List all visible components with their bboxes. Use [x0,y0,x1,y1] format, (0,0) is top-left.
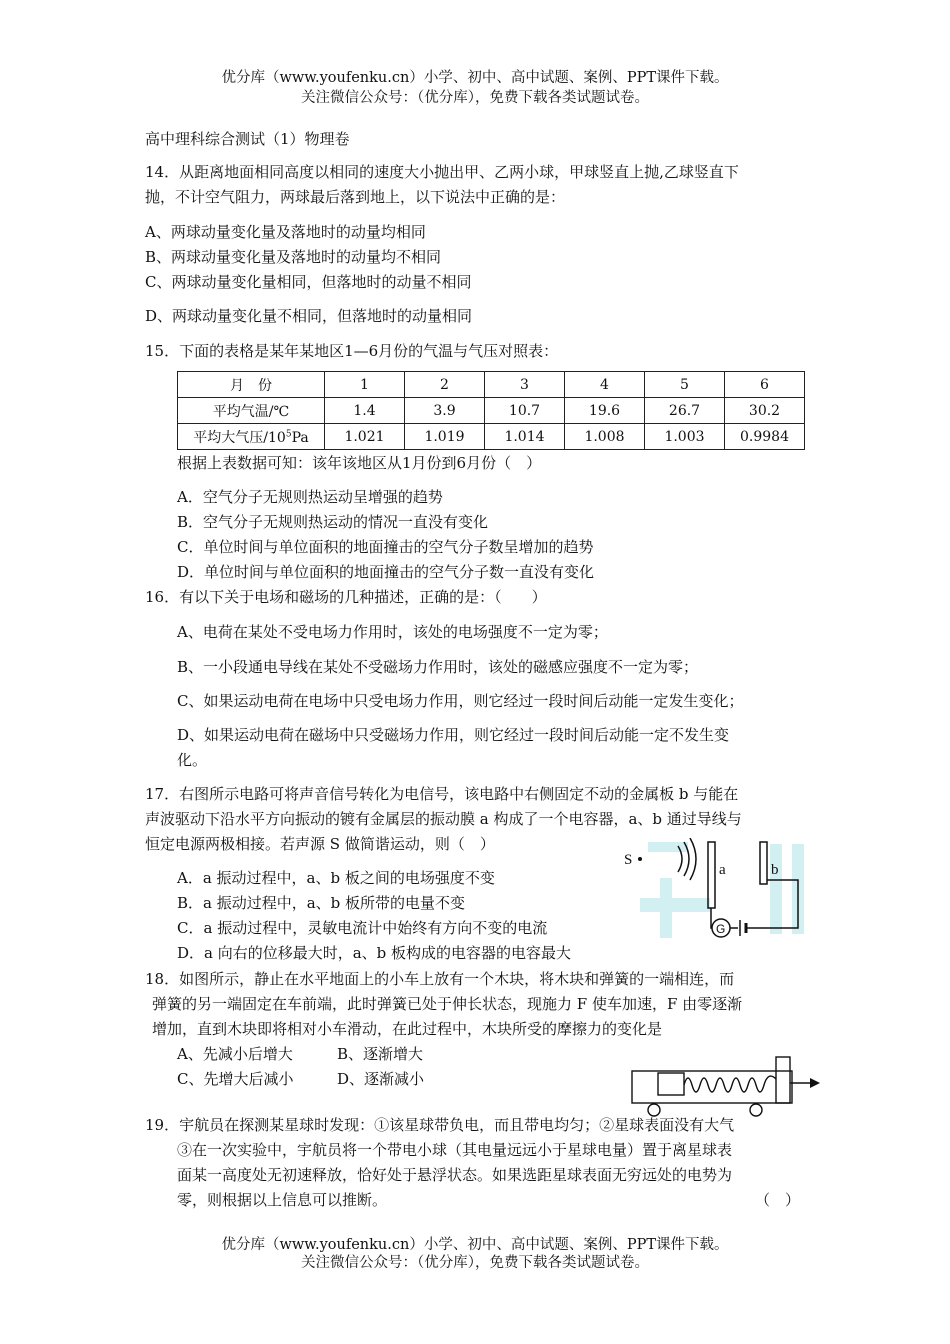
table-cell: 月 份 [178,372,325,398]
table-row [178,424,805,450]
q18-option-b: B、逐渐增大 [337,1045,424,1063]
q14-option-a: A、两球动量变化量及落地时的动量均相同 [145,223,426,241]
q17-option-d: D．a 向右的位移最大时，a、b 板构成的电容器的电容最大 [177,944,572,962]
q18-option-d: D、逐渐减小 [337,1070,425,1088]
q18-cart-diagram [628,1055,823,1117]
pressure-exponent: 5 [285,428,292,439]
footer-line-2: 关注微信公众号：（优分库），免费下载各类试题试卷。 [301,1255,649,1271]
plate-a-label: a [719,862,726,878]
table-cell: 1.014 [485,424,565,450]
table-cell: 平均气温/℃ [178,398,325,424]
header-line-1: 优分库（www.youfenku.cn）小学、初中、高中试题、案例、PPT课件下载。 [221,70,729,86]
q18-stem-line-3: 增加，直到木块即将相对小车滑动，在此过程中，木块所受的摩擦力的变化是 [152,1020,663,1038]
table-cell: 1 [325,372,405,398]
q15-option-c: C．单位时间与单位面积的地面撞击的空气分子数呈增加的趋势 [177,538,594,556]
q14-stem-line-2: 抛，不计空气阻力，两球最后落到地上，以下说法中正确的是： [145,188,566,206]
q16-option-a: A、电荷在某处不受电场力作用时，该处的电场强度不一定为零； [177,623,608,641]
climate-table [177,371,805,450]
table-cell: 6 [725,372,805,398]
pressure-label: 平均大气压/10 [193,429,286,446]
q17-stem-line-2: 声波驱动下沿水平方向振动的镀有金属层的振动膜 a 构成了一个电容器，a、b 通过导线与 [145,810,742,828]
wooden-block [658,1073,684,1095]
pressure-unit: Pa [291,429,309,446]
table-cell: 1.019 [405,424,485,450]
table-cell: 3.9 [405,398,485,424]
source-dot [638,857,642,861]
table-cell: 5 [645,372,725,398]
plate-b [760,842,767,884]
table-cell: 1.021 [325,424,405,450]
q19-stem-line-2: ③在一次实验中，宇航员将一个带电小球（其电量远远小于星球电量）置于离星球表 [177,1141,733,1159]
header-line-2: 关注微信公众号：（优分库），免费下载各类试题试卷。 [301,90,649,106]
q15-option-a: A．空气分子无规则热运动呈增强的趋势 [177,488,443,506]
q15-option-b: B．空气分子无规则热运动的情况一直没有变化 [177,513,489,531]
q16-option-c: C、如果运动电荷在电场中只受电场力作用，则它经过一段时间后动能一定发生变化； [177,692,744,710]
q17-stem-line-3: 恒定电源两极相接。若声源 S 做简谐运动，则（ ） [145,835,495,853]
page-title: 高中理科综合测试（1）物理卷 [145,130,350,148]
source-label: S [624,852,633,868]
q19-stem-line-4: 零，则根据以上信息可以推断。 [177,1191,388,1209]
table-cell: 3 [485,372,565,398]
q17-option-b: B．a 振动过程中，a、b 板所带的电量不变 [177,894,466,912]
q16-option-d-line-1: D、如果运动电荷在磁场中只受磁场力作用，则它经过一段时间后动能一定不发生变 [177,726,730,744]
q16-stem: 16．有以下关于电场和磁场的几种描述，正确的是：（ ） [145,588,547,606]
table-cell: 1.003 [645,424,725,450]
q15-stem: 15．下面的表格是某年某地区1—6月份的气温与气压对照表： [145,342,559,360]
table-cell: 10.7 [485,398,565,424]
q17-option-a: A．a 振动过程中，a、b 板之间的电场强度不变 [177,869,495,887]
q17-option-c: C．a 振动过程中，灵敏电流计中始终有方向不变的电流 [177,919,548,937]
q16-option-d-line-2: 化。 [177,751,208,769]
q15-after-table: 根据上表数据可知：该年该地区从1月份到6月份（ ） [177,454,542,472]
cart-body [632,1071,792,1103]
q19-answer-paren: （ ） [755,1191,801,1209]
table-cell: 2 [405,372,485,398]
table-cell: 4 [565,372,645,398]
footer-line-1: 优分库（www.youfenku.cn）小学、初中、高中试题、案例、PPT课件下载。 [221,1237,729,1253]
galvanometer-label: G [716,922,726,936]
table-cell: 26.7 [645,398,725,424]
q19-stem-line-1: 19．宇航员在探测某星球时发现：①该星球带负电，而且带电均匀；②星球表面没有大气 [145,1116,735,1134]
table-row [178,372,805,398]
q19-stem-line-3: 面某一高度处无初速释放，恰好处于悬浮状态。如果选距星球表面无穷远处的电势为 [177,1166,733,1184]
q14-stem-line-1: 14．从距离地面相同高度以相同的速度大小抛出甲、乙两小球，甲球竖直上抛,乙球竖直下 [145,163,739,181]
q14-option-c: C、两球动量变化量相同，但落地时的动量不相同 [145,273,472,291]
table-cell: 30.2 [725,398,805,424]
q14-option-d: D、两球动量变化量不相同，但落地时的动量相同 [145,307,473,325]
q17-circuit-diagram [620,838,815,948]
table-row [178,398,805,424]
q14-option-b: B、两球动量变化量及落地时的动量均不相同 [145,248,442,266]
table-cell: 1.4 [325,398,405,424]
wheel [750,1104,762,1116]
plate-b-label: b [771,862,779,878]
table-cell: 0.9984 [725,424,805,450]
q15-option-d: D．单位时间与单位面积的地面撞击的空气分子数一直没有变化 [177,563,595,581]
q18-option-a: A、先减小后增大 [177,1045,293,1063]
q17-stem-line-1: 17．右图所示电路可将声音信号转化为电信号，该电路中右侧固定不动的金属板 b 与能在 [145,785,739,803]
table-cell: 19.6 [565,398,645,424]
q16-option-b: B、一小段通电导线在某处不受磁场力作用时，该处的磁感应强度不一定为零； [177,658,699,676]
q18-stem-line-1: 18．如图所示，静止在水平地面上的小车上放有一个木块，将木块和弹簧的一端相连，而 [145,970,735,988]
cart-front-post [776,1057,790,1103]
q18-stem-line-2: 弹簧的另一端固定在车前端，此时弹簧已处于伸长状态，现施力 F 使车加速，F 由零逐渐 [152,995,743,1013]
q18-option-c: C、先增大后减小 [177,1070,294,1088]
table-cell [178,424,325,450]
spring [684,1076,776,1092]
force-arrow-head [810,1078,820,1088]
table-cell: 1.008 [565,424,645,450]
